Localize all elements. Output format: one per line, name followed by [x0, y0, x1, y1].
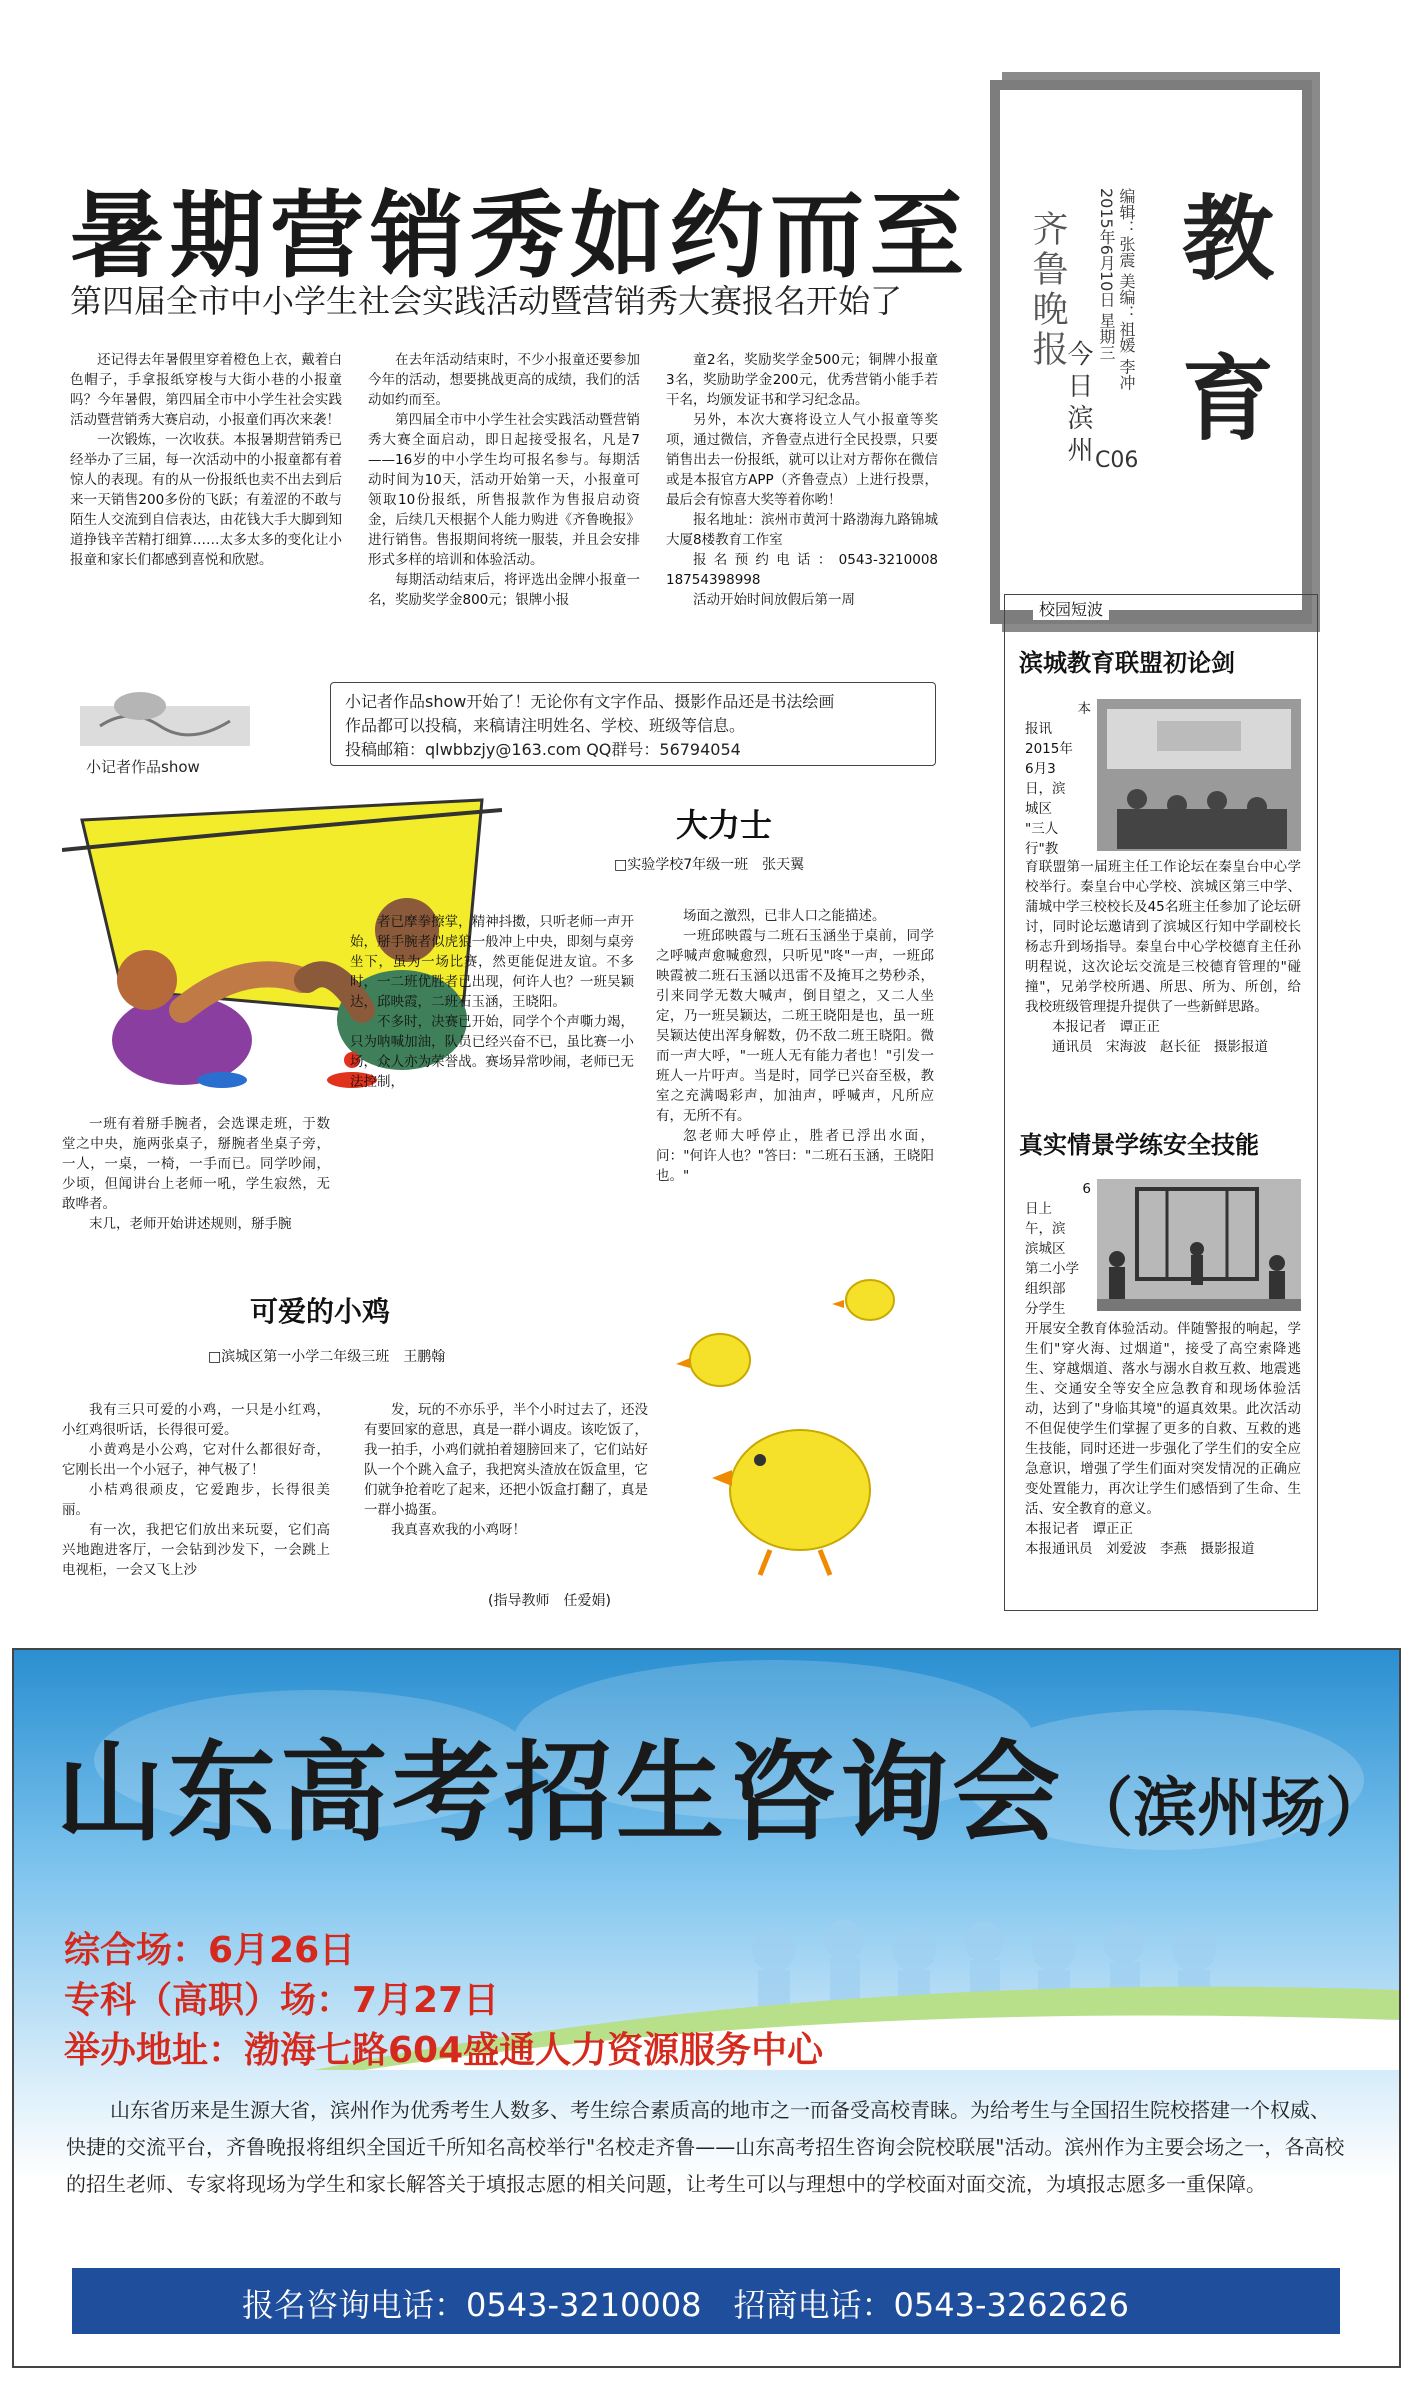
show-label: 小记者作品show — [86, 758, 200, 776]
lead-title: 暑期营销秀如约而至 — [70, 182, 971, 291]
page-number: C06 — [1095, 448, 1139, 473]
story-paragraph: 一班有着掰手腕者，会选课走班，于数堂之中央，施两张桌子，掰腕者坐桌子旁，一人，一桌，一椅，一手而已。同学吵闹，少顷，但闻讲台上老师一吼，学生寂然，无敢哗者。 — [62, 1116, 330, 1212]
show-notice-box — [330, 682, 936, 766]
narrow-line: 组织部 — [1025, 1281, 1066, 1297]
show-notice-line: 投稿邮箱：qlwbbzjy@163.com QQ群号：56794054 — [345, 740, 741, 759]
narrow-line: 日，滨 — [1025, 781, 1066, 797]
narrow-line: "三人 — [1025, 821, 1059, 837]
section-title-bottom: 育 — [1181, 346, 1274, 453]
masthead-inner — [1000, 90, 1302, 610]
story1-column-a — [62, 1114, 330, 1234]
editor-line: 编辑：张震 美编：祖媛 李冲 — [1117, 188, 1136, 391]
newspaper-logo: 齐鲁晚报 — [1027, 210, 1068, 370]
lead-paragraph: 另外，本次大赛将设立人气小报童等奖项，通过微信，齐鲁壹点进行全民投票，只要销售出去一份报纸，就可以让对方帮你在微信或是本报官方APP（齐鲁壹点）上进行投票，最后会有惊喜大奖等着你哟！ — [666, 412, 938, 508]
ad-line-2: 专科（高职）场：7月27日 — [64, 1980, 500, 2021]
show-notice-line: 小记者作品show开始了！无论你有文字作品、摄影作品还是书法绘画 — [345, 692, 835, 711]
sidebar-header: 校园短波 — [1033, 597, 1109, 620]
news2-narrow-column — [1025, 1179, 1091, 1319]
story2-column-a — [62, 1400, 330, 1580]
ad-phone-text: 报名咨询电话：0543-3210008 招商电话：0543-3262626 — [242, 2286, 1130, 2324]
story2-column-b — [364, 1400, 648, 1540]
story-paragraph: 我真喜欢我的小鸡呀！ — [391, 1522, 526, 1538]
story-paragraph: 不多时，决赛已开始，同学个个声嘶力竭，只为呐喊加油，队员已经兴奋不已，虽比赛一小场，众人亦为荣誉战。赛场异常吵闹，老师已无法控制， — [350, 1014, 634, 1090]
story-paragraph: 一班邱映霞与二班石玉涵坐于桌前，同学之呼喊声愈喊愈烈，只听见"咚"一声，一班邱映霞被二班石玉涵以迅雷不及掩耳之势秒杀，引来同学无数大喊声，倒目望之，又二人坐定，乃一班吴颖达，二班王晓阳是也，虽一班吴颖达使出浑身解数，仍不敌二班王晓阳。微而一声大呼，"一班人无有能力者也！"引发一班人一片吁声。当是时，同学已兴奋至极，教室之充满喝彩声，加油声，呼喊声，凡所应有，无所不有。 — [656, 928, 934, 1124]
story-paragraph: 场面之激烈，已非人口之能描述。 — [683, 908, 886, 924]
news1-narrow-column — [1025, 699, 1091, 859]
lead-column-1 — [70, 350, 342, 570]
ad-body: 山东省历来是生源大省，滨州作为优秀考生人数多、考生综合素质高的地市之一而备受高校青睐。为给考生与全国招生院校搭建一个权威、快捷的交流平台，齐鲁晚报将组织全国近千所知名高校举行"名校走齐鲁——山东高考招生咨询会院校联展"活动。滨州作为主要会场之一，各高校的招生老师、专家将现场为学生和家长解答关于填报志愿的相关问题，让考生可以与理想中的学校面对面交流，为填报志愿多一重保障。 — [66, 2098, 1345, 2196]
news1-body — [1025, 857, 1301, 1057]
lead-paragraph: 报名预约电话：0543-3210008 18754398998 — [666, 552, 938, 588]
story-paragraph: 有一次，我把它们放出来玩耍，它们高兴地跑进客厅，一会钻到沙发下，一会跳上电视柜，一会又飞上沙 — [62, 1522, 330, 1578]
news1-photo — [1097, 699, 1301, 851]
lead-paragraph: 报名地址：滨州市黄河十路渤海九路锦城大厦8楼教育工作室 — [666, 512, 938, 548]
story-paragraph: 末几，老师开始讲述规则，掰手腕 — [89, 1216, 292, 1232]
news1-title: 滨城教育联盟初论剑 — [1019, 649, 1235, 677]
section-title-top: 教 — [1181, 186, 1274, 293]
show-notice-line: 作品都可以投稿，来稿请注明姓名、学校、班级等信息。 — [345, 716, 746, 735]
story-paragraph: 小黄鸡是小公鸡，它对什么都很好奇，它刚长出一个小冠子，神气极了！ — [62, 1442, 330, 1478]
ad-title-main: 山东高考招生咨询会 — [56, 1731, 1065, 1856]
section-title-box — [1148, 160, 1308, 540]
story1-byline: □实验学校7年级一班 张天翼 — [614, 857, 805, 873]
narrow-line: 行"教 — [1025, 841, 1059, 857]
edition-label: 今日滨州 — [1063, 340, 1093, 468]
lead-paragraph: 第四届全市中小学生社会实践活动暨营销秀大赛全面启动，即日起接受报名，凡是7——16岁的中小学生均可报名参与。每期活动时间为10天，活动开始第一天，小报童可领取10份报纸，所售报款作为售报启动资金，后续几天根据个人能力购进《齐鲁晚报》进行销售。售报期间将统一服装，并且会安排形式多样的培训和体验活动。 — [368, 412, 640, 568]
story2-byline: □滨城区第一小学二年级三班 王鹏翰 — [208, 1349, 446, 1365]
narrow-line: 本 — [1077, 701, 1091, 717]
chick-icon — [676, 1334, 750, 1386]
narrow-line: 第二小学 — [1025, 1261, 1079, 1277]
narrow-line: 城区 — [1025, 801, 1052, 817]
news1-credit: 本报记者 谭正正 — [1052, 1019, 1160, 1035]
narrow-line: 滨城区 — [1025, 1241, 1066, 1257]
lead-column-3 — [666, 350, 938, 610]
lead-paragraph: 一次锻炼，一次收获。本报暑期营销秀已经举办了三届，每一次活动中的小报童都有着惊人的表现。有的从一份报纸也卖不出去到后来一天销售200多份的飞跃；有羞涩的不敢与陌生人交流到自信表达，由花钱大手大脚到知道挣钱辛苦精打细算……太多太多的变化让小报童和家长们都感到喜悦和欣慰。 — [70, 432, 342, 568]
narrow-line: 午，滨 — [1025, 1221, 1066, 1237]
date-line: 2015年6月10日 星期三 — [1097, 188, 1116, 361]
story-paragraph: 我有三只可爱的小鸡，一只是小红鸡，小红鸡很听话，长得很可爱。 — [62, 1402, 330, 1438]
ad-title-suffix: （滨州场） — [1069, 1772, 1390, 1846]
news2-credit: 本报记者 谭正正 — [1025, 1521, 1133, 1537]
chick-icon — [832, 1280, 894, 1320]
story2-teacher: (指导教师 任爱娟) — [488, 1593, 611, 1609]
story1-column-b — [350, 912, 634, 1092]
narrow-line: 分学生 — [1025, 1301, 1066, 1317]
news1-body-text: 育联盟第一届班主任工作论坛在秦皇台中心学校举行。秦皇台中心学校、滨城区第三中学、蒲城中学三校校长及45名班主任参加了论坛研讨，同时论坛邀请到了滨城区行知中学副校长杨志升到场指导。秦皇台中心学校德育主任孙明程说，这次论坛交流是三校德育管理的"碰撞"，兄弟学校所遇、所思、所为、所创，给我校班级管理提升提供了一些新鲜思路。 — [1025, 859, 1301, 1015]
lead-paragraph: 童2名，奖励奖学金500元；铜牌小报童3名，奖励助学金200元，优秀营销小能手若干名，均颁发证书和学习纪念品。 — [666, 352, 938, 408]
narrow-line: 日上 — [1025, 1201, 1052, 1217]
hand-writing-icon — [80, 686, 260, 756]
ad-banner — [12, 1648, 1401, 2368]
story-paragraph: 小桔鸡很顽皮，它爱跑步，长得很美丽。 — [62, 1482, 330, 1518]
news2-body — [1025, 1319, 1301, 1559]
news2-photo — [1097, 1179, 1301, 1311]
lead-paragraph: 每期活动结束后，将评选出金牌小报童一名，奖励奖学金800元；银牌小报 — [368, 572, 640, 608]
ad-title — [56, 1706, 1389, 1861]
narrow-line: 2015年 — [1025, 741, 1073, 757]
story2-title: 可爱的小鸡 — [250, 1295, 391, 1328]
ad-phone-bar — [72, 2268, 1340, 2334]
masthead-box — [990, 80, 1312, 624]
news2-credit: 本报通讯员 刘爱波 李燕 摄影报道 — [1025, 1541, 1255, 1557]
narrow-line: 报讯 — [1025, 721, 1052, 737]
story1-title: 大力士 — [676, 806, 773, 844]
show-label-box — [70, 686, 320, 776]
narrow-line: 6 — [1082, 1181, 1091, 1197]
chick-illustration — [660, 1260, 960, 1590]
sidebar-box — [1004, 594, 1318, 1611]
ad-line-3: 举办地址：渤海七路604盛通人力资源服务中心 — [64, 2030, 824, 2071]
story1-column-c — [656, 906, 934, 1186]
story-paragraph: 者已摩拳擦掌，精神抖擞，只听老师一声开始，掰手腕者似虎狼一般冲上中央，即刻与桌旁坐下，虽为一场比赛，然更能促进友谊。不多时，一二班优胜者已出现，何许人也？一班吴颖达，邱映霞，二班石玉涵，王晓阳。 — [350, 914, 634, 1010]
news2-body-text: 开展安全教育体验活动。伴随警报的响起，学生们"穿火海、过烟道"，接受了高空索降逃生、穿越烟道、落水与溺水自救互救、地震逃生、交通安全等安全应急教育和现场体验活动，达到了"身临其境"的逼真效果。此次活动不但促使学生们掌握了更多的自救、互救的逃生技能，同时还进一步强化了学生们的安全应急意识，增强了学生们面对突发情况的正确应变处置能力，再次让学生们感悟到了生命、生活、安全教育的意义。 — [1025, 1321, 1301, 1517]
ad-line-1: 综合场：6月26日 — [64, 1930, 356, 1971]
lead-paragraph: 活动开始时间放假后第一周 — [693, 592, 855, 608]
lead-paragraph: 还记得去年暑假里穿着橙色上衣，戴着白色帽子，手拿报纸穿梭与大街小巷的小报童吗？今年暑假，第四届全市中小学生社会实践活动暨营销秀大赛启动，小报童们再次来袭！ — [70, 352, 342, 428]
news1-credit: 通讯员 宋海波 赵长征 摄影报道 — [1052, 1039, 1268, 1055]
chick-icon — [712, 1430, 870, 1575]
news2-title: 真实情景学练安全技能 — [1019, 1131, 1259, 1159]
story-paragraph: 忽老师大呼停止，胜者已浮出水面，问："何许人也？"答曰："二班石玉涵，王晓阳也。" — [656, 1128, 934, 1184]
lead-column-2 — [368, 350, 640, 610]
lead-subtitle: 第四届全市中小学生社会实践活动暨营销秀大赛报名开始了 — [70, 282, 903, 320]
story-paragraph: 发，玩的不亦乐乎，半个小时过去了，还没有要回家的意思，真是一群小调皮。该吃饭了，我一拍手，小鸡们就拍着翅膀回来了，它们站好队一个个跳入盒子，我把窝头渣放在饭盒里，它们就争抢着吃了起来，还把小饭盒打翻了，真是一群小捣蛋。 — [364, 1402, 648, 1518]
lead-paragraph: 在去年活动结束时，不少小报童还要参加今年的活动，想要挑战更高的成绩，我们的活动如约而至。 — [368, 352, 640, 408]
narrow-line: 6月3 — [1025, 761, 1056, 777]
